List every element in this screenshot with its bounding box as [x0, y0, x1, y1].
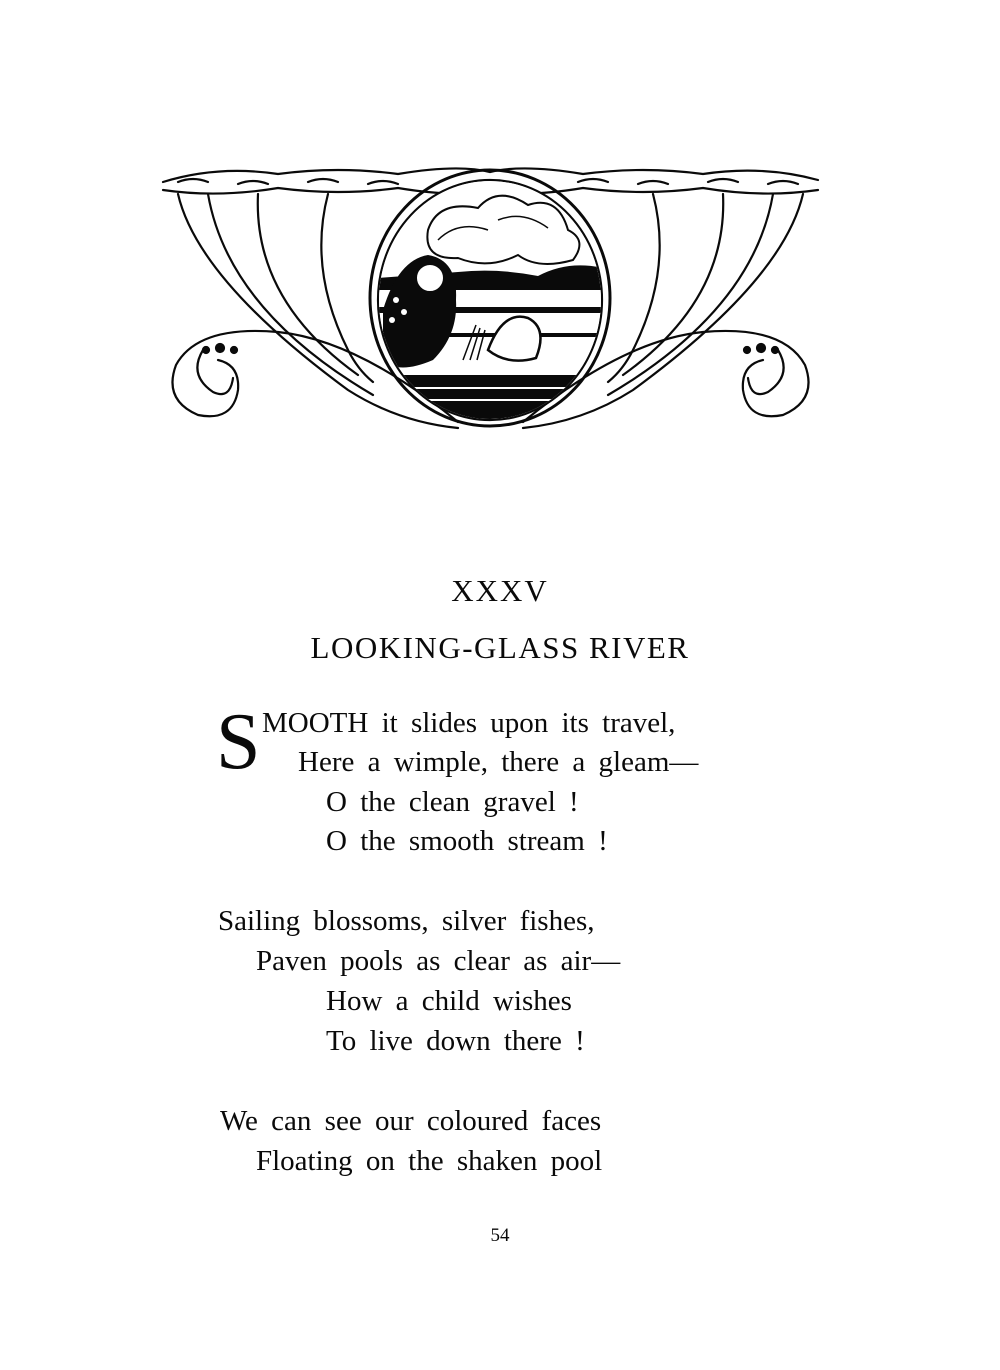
poem-line: MOOTH it slides upon its travel, [262, 707, 676, 739]
poem-title: LOOKING-GLASS RIVER [310, 630, 690, 665]
poem-line: Floating on the shaken pool [256, 1145, 603, 1177]
poem-number: XXXV [451, 573, 549, 608]
drop-cap: S [216, 698, 261, 786]
poem-line: Sailing blossoms, silver fishes, [218, 905, 595, 937]
page-number: 54 [490, 1225, 510, 1246]
poem-line: O the smooth stream ! [326, 825, 608, 857]
poem-line: We can see our coloured faces [220, 1105, 602, 1137]
poem-line: Here a wimple, there a gleam— [298, 746, 699, 778]
poem-line: How a child wishes [326, 985, 572, 1017]
poem-line: O the clean gravel ! [326, 786, 579, 818]
headpiece-illustration [158, 160, 823, 435]
poem-line: Paven pools as clear as air— [256, 945, 621, 977]
poem-line: To live down there ! [326, 1025, 585, 1057]
